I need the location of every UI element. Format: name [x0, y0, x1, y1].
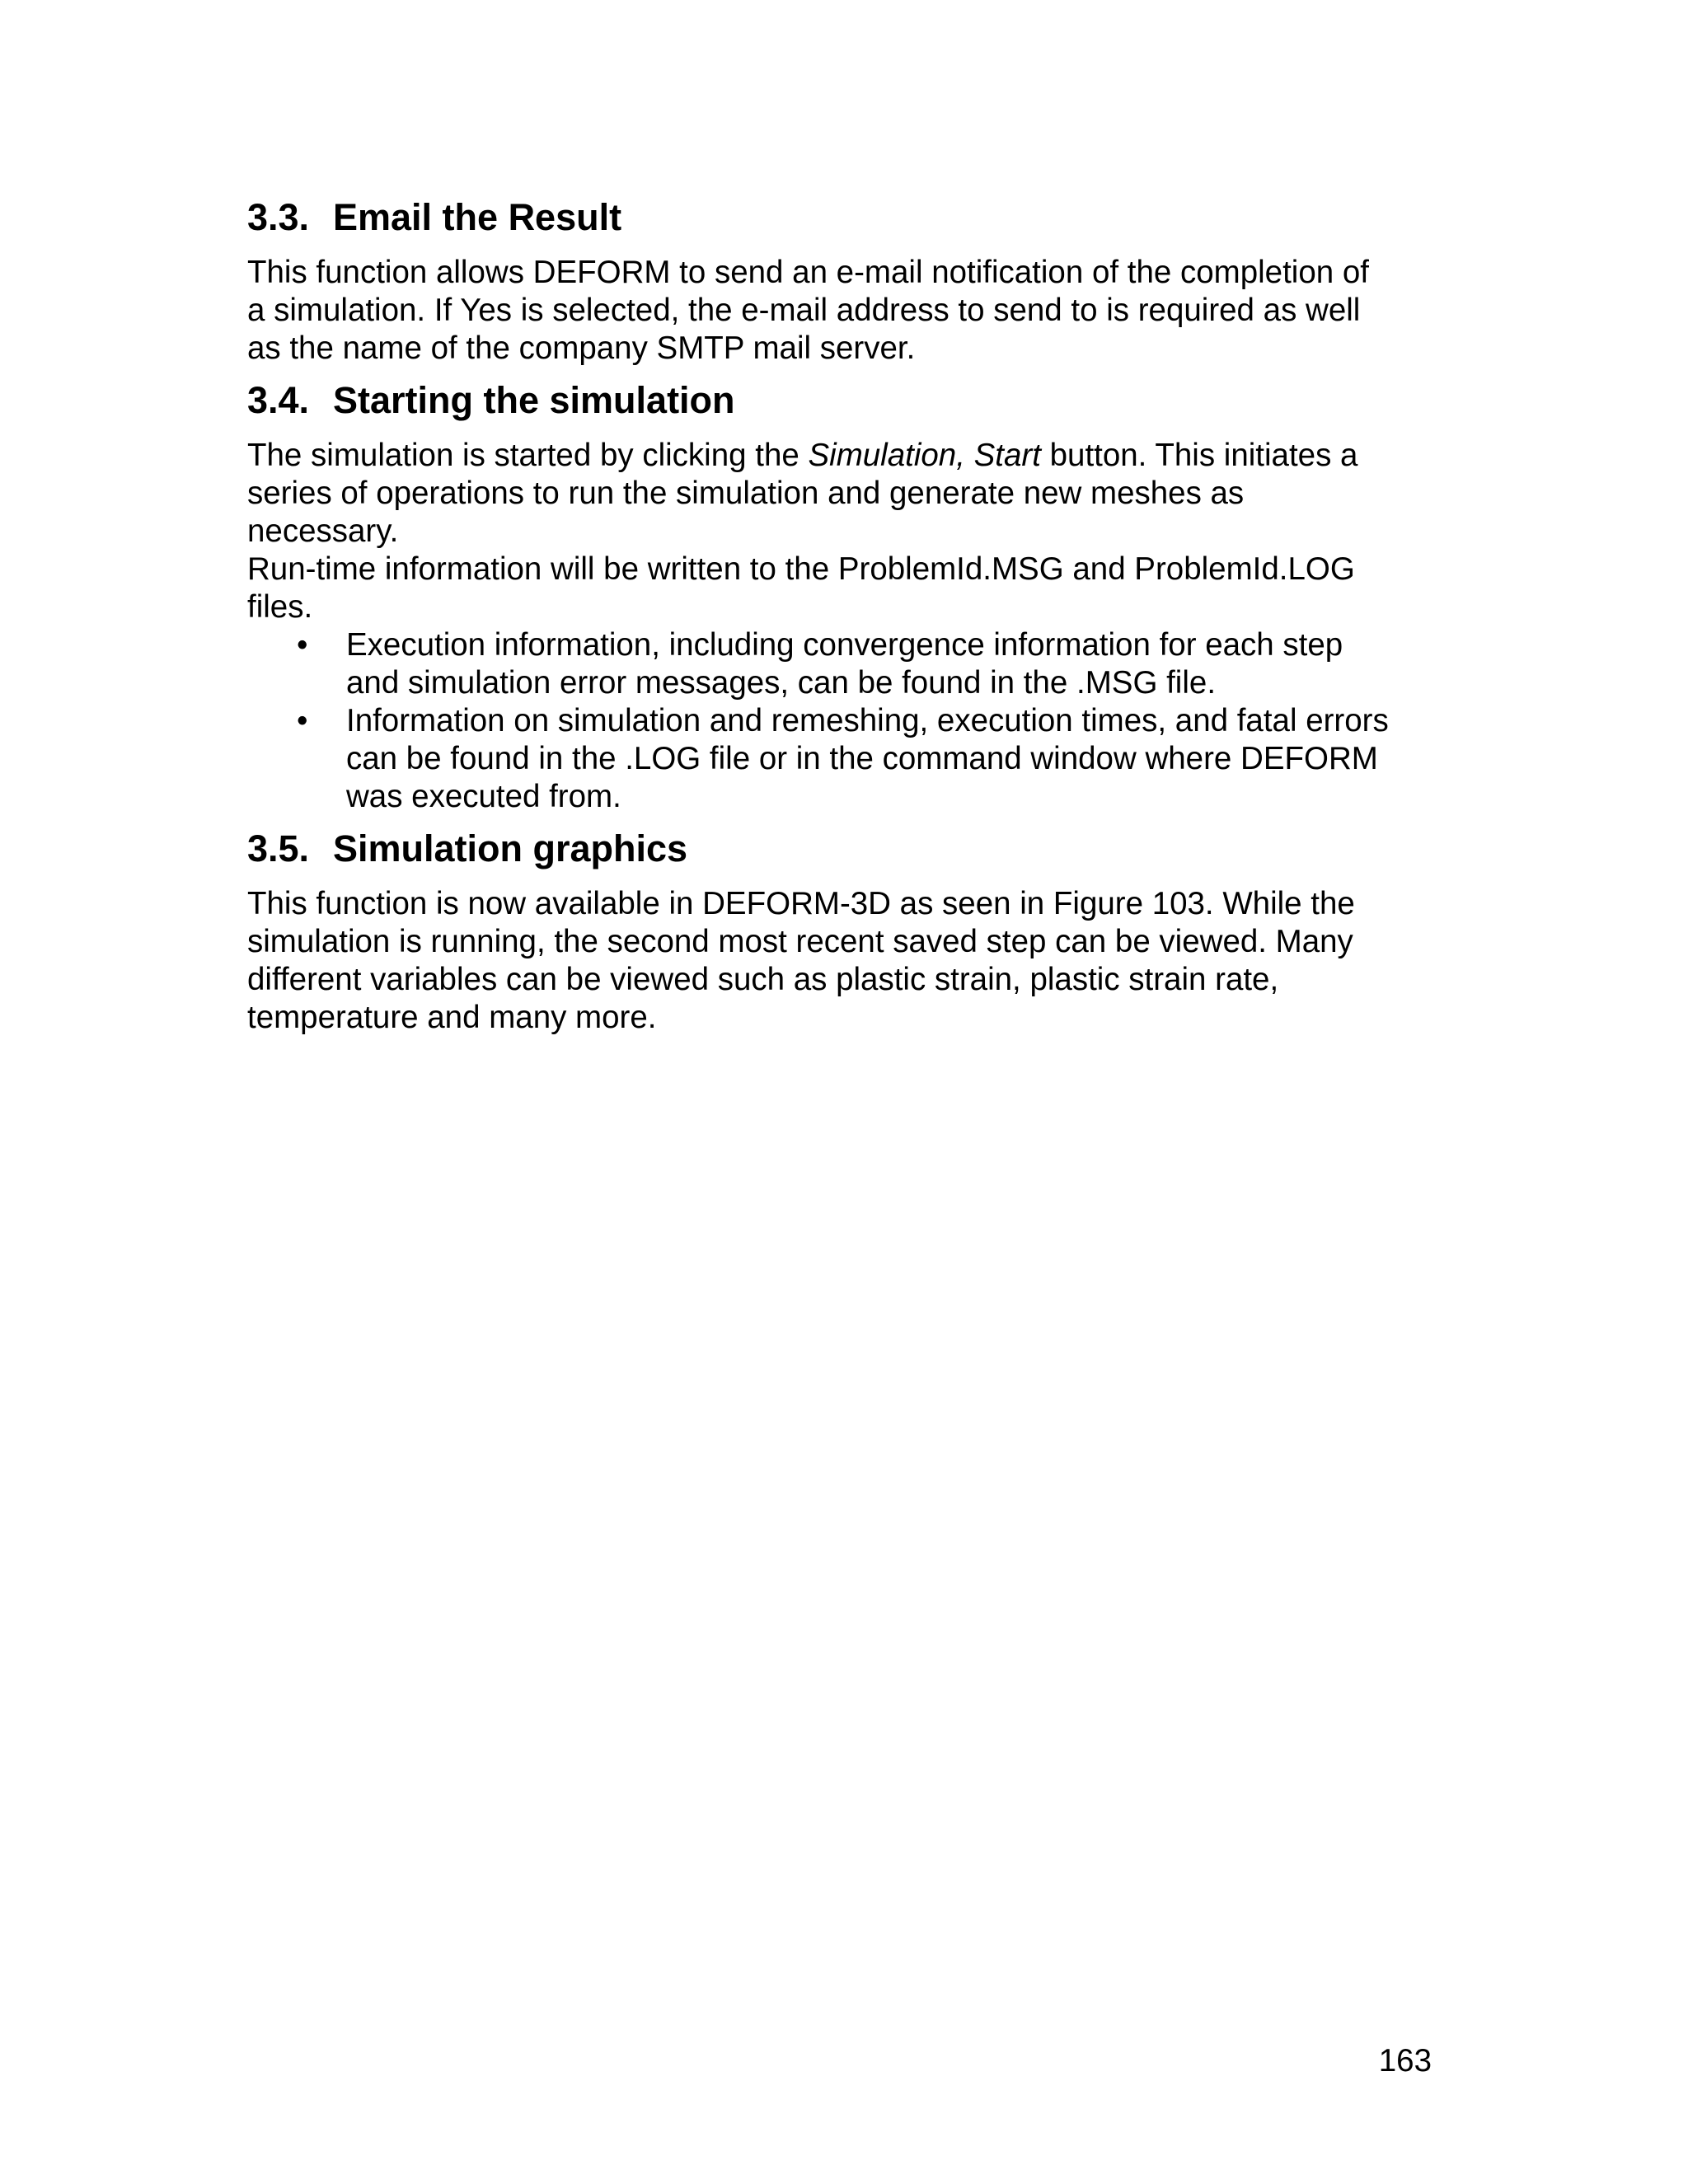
- section-title: Simulation graphics: [333, 827, 688, 869]
- section-heading-3-5: [247, 826, 1451, 872]
- section-title: Starting the simulation: [333, 379, 735, 421]
- section-heading-3-4: [247, 377, 1451, 424]
- bullet-list: [247, 626, 1451, 816]
- list-item: [247, 702, 1451, 816]
- text-run: button. This initiates a: [1040, 438, 1358, 473]
- bullet-icon: •: [297, 703, 308, 738]
- list-item: [247, 626, 1451, 702]
- section-number: 3.5.: [247, 827, 310, 869]
- page-number: 163: [1378, 2043, 1432, 2079]
- text-line: Run-time information will be written to the ProblemId.MSG and ProblemId.LOG: [247, 551, 1355, 587]
- section-heading-3-3: [247, 194, 1451, 241]
- italic-ui-reference: Simulation, Start: [808, 438, 1041, 473]
- text-run: The simulation is started by clicking the: [247, 438, 809, 473]
- text-line: [247, 437, 1451, 475]
- section-title: Email the Result: [333, 196, 622, 238]
- section-number: 3.3.: [247, 196, 310, 238]
- text-line: Information on simulation and remeshing, execution times, and fatal errors: [346, 703, 1389, 738]
- text-line: was executed from.: [346, 779, 621, 814]
- text-line: and simulation error messages, can be found in the .MSG file.: [346, 665, 1217, 701]
- page-content: [247, 194, 1451, 1037]
- section-number: 3.4.: [247, 379, 310, 421]
- text-line: temperature and many more.: [247, 1000, 657, 1035]
- section-paragraph: [247, 254, 1451, 368]
- section-paragraph: [247, 437, 1451, 626]
- text-line: necessary.: [247, 513, 399, 549]
- text-line: files.: [247, 589, 313, 625]
- text-line: as the name of the company SMTP mail server.: [247, 330, 916, 366]
- text-line: simulation is running, the second most recent saved step can be viewed. Many: [247, 924, 1353, 959]
- text-line: can be found in the .LOG file or in the command window where DEFORM: [346, 741, 1378, 776]
- text-line: Execution information, including convergence information for each step: [346, 627, 1343, 663]
- bullet-icon: •: [297, 627, 308, 663]
- text-line: series of operations to run the simulation and generate new meshes as: [247, 476, 1245, 511]
- text-line: This function is now available in DEFORM-3D as seen in Figure 103. While the: [247, 886, 1355, 921]
- text-line: a simulation. If Yes is selected, the e-mail address to send to is required as well: [247, 293, 1361, 328]
- text-line: different variables can be viewed such as plastic strain, plastic strain rate,: [247, 962, 1279, 997]
- section-paragraph: [247, 885, 1451, 1037]
- text-line: This function allows DEFORM to send an e-mail notification of the completion of: [247, 255, 1369, 290]
